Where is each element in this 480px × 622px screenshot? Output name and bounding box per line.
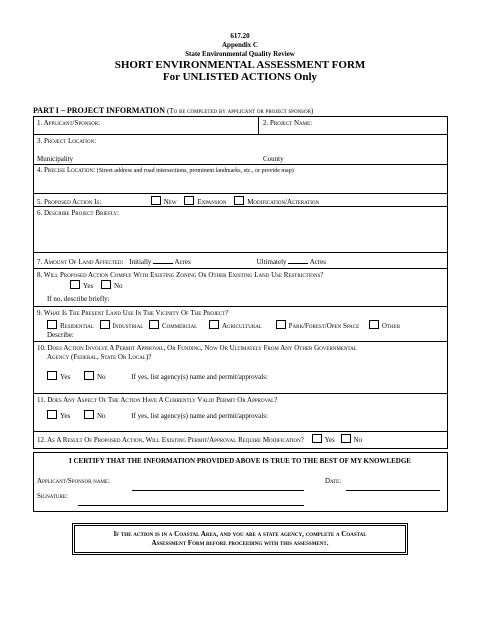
checkbox-commercial[interactable] [149,320,159,329]
option-agricultural[interactable] [209,320,262,331]
permit-modification-no-label: No [353,436,363,444]
permit-funding-if-yes-label: If yes, list agency(s) name and permit/approvals: [131,373,268,381]
permit-modification-yes-label: Yes [324,436,335,444]
permit-modification-no[interactable] [341,434,363,445]
checkbox-other[interactable] [369,320,379,329]
initially-label: Initially [129,258,152,266]
part1-heading [33,106,313,115]
if-no-describe-label: If no, describe briefly: [47,295,110,303]
checkbox-permit-funding-yes[interactable] [47,371,57,380]
checkbox-park-forest[interactable] [276,320,286,329]
zoning-yes[interactable] [70,280,93,291]
county-field[interactable] [263,146,443,155]
checkbox-permit-modification-no[interactable] [341,434,351,443]
valid-permit-label: 11. Does Any Aspect Of The Action Have A Currently Valid Permit Or Approval? [37,396,278,404]
applicant-name-label: Applicant/Sponsor name: [37,477,110,485]
divider [33,193,448,194]
divider [33,448,448,449]
option-modification-label: Modification/Alteration [247,198,320,206]
acres-label-1: Acres [174,258,191,266]
checkbox-valid-permit-yes[interactable] [47,410,57,419]
option-agricultural-label: Agricultural [222,322,262,330]
divider [33,268,448,269]
coastal-notice-line2: Assessment Form before proceeding with this assessment. [151,539,329,547]
project-name-field[interactable] [318,118,444,130]
review-label: State Environmental Quality Review [185,50,295,58]
permit-modification-label: 12. As A Result Of Proposed Action, Will Existing Permit/Approval Require Modification? [37,436,304,444]
checkbox-zoning-no[interactable] [101,280,111,289]
zoning-yes-label: Yes [83,282,94,290]
permit-funding-options [47,371,268,382]
option-modification[interactable] [234,196,319,207]
signature-label: Signature: [37,492,68,500]
checkbox-new[interactable] [151,196,161,205]
land-affected-row [37,256,326,267]
zoning-no-label: No [113,282,123,290]
applicant-sponsor-field[interactable] [96,118,254,130]
date-label: Date: [325,477,342,485]
checkbox-residential[interactable] [47,320,57,329]
option-park-forest-label: Park/Forest/Open Space [288,322,360,330]
valid-permit-no[interactable] [84,410,106,421]
option-industrial-label: Industrial [112,322,144,330]
permit-funding-yes[interactable] [47,371,70,382]
checkbox-expansion[interactable] [184,196,194,205]
land-affected-label: 7. Amount Of Land Affected: [37,258,124,266]
checkbox-agricultural[interactable] [209,320,219,329]
ultimately-label: Ultimately [256,258,287,266]
option-expansion[interactable] [184,196,226,207]
section-number: 617.20 [230,32,250,40]
precise-location-label: 4. Precise Location: [37,166,96,174]
divider [33,134,448,135]
describe-project-field[interactable] [37,219,445,251]
ultimately-acres-field[interactable] [288,256,308,264]
describe-project-label: 6. Describe Project Briefly: [37,209,119,217]
checkbox-zoning-yes[interactable] [70,280,80,289]
land-use-label: 9. What Is The Present Land Use In The Vicinity Of The Project? [37,309,229,317]
zoning-no[interactable] [101,280,123,291]
checkbox-modification[interactable] [234,196,244,205]
valid-permit-yes-label: Yes [60,412,71,420]
municipality-label: Municipality [37,155,74,163]
appendix-label: Appendix C [222,41,258,49]
part1-note: (To be completed by applicant or project sponsor) [167,107,314,115]
divider [33,252,448,253]
checkbox-valid-permit-no[interactable] [84,410,94,419]
divider [33,341,448,342]
land-use-options [47,320,400,331]
zoning-compliance-label: 8. Will Proposed Action Comply With Existing Zoning Or Other Existing Land Use Restrictions? [37,271,324,279]
divider [33,306,448,307]
option-residential-label: Residential [60,322,94,330]
permit-funding-yes-label: Yes [60,373,71,381]
valid-permit-if-yes-label: If yes, list agency(s) name and permit/approvals: [131,412,268,420]
option-other[interactable] [369,320,400,331]
precise-location-note: (Street address and road intersections, prominent landmarks, etc., or provide map) [96,168,294,174]
project-name-label: 2. Project Name: [263,119,313,127]
form-title: SHORT ENVIRONMENTAL ASSESSMENT FORM [114,59,366,71]
permit-funding-no-label: No [96,373,106,381]
valid-permit-options [47,410,268,421]
option-new[interactable] [151,196,177,207]
permit-funding-label-2: Agency (Federal, State Or Local)? [47,353,152,361]
divider [258,116,259,134]
option-commercial[interactable] [149,320,197,331]
initially-acres-field[interactable] [153,256,173,264]
permit-funding-no[interactable] [84,371,106,382]
applicant-sponsor-label: 1. Applicant/Sponsor: [37,119,101,127]
option-other-label: Other [381,322,401,330]
permit-modification-yes[interactable] [312,434,335,445]
permit-modification-row [37,434,362,445]
precise-location-row [37,166,294,176]
divider [33,164,448,165]
acres-label-2: Acres [309,258,327,266]
zoning-options [70,280,129,291]
municipality-field[interactable] [37,146,257,155]
signature-field[interactable] [78,499,304,506]
option-new-label: New [163,198,177,206]
proposed-action-label: 5. Proposed Action Is: [37,198,102,206]
form-subtitle: For UNLISTED ACTIONS Only [162,71,318,83]
valid-permit-no-label: No [96,412,106,420]
project-location-label: 3. Project Location: [37,137,97,145]
part1-title: PART I – PROJECT INFORMATION [33,106,166,115]
divider [33,393,448,394]
option-residential[interactable] [47,320,94,331]
county-label: County [263,155,284,163]
applicant-name-field[interactable] [132,484,304,491]
precise-location-field[interactable] [37,176,445,192]
land-use-describe-label: Describe: [47,331,74,339]
option-park-forest[interactable] [276,320,360,331]
proposed-action-row [37,196,325,207]
coastal-notice-line1: If the action is in a Coastal Area, and you are a state agency, complete a Coastal [113,530,367,538]
checkbox-permit-modification-yes[interactable] [312,434,322,443]
date-field[interactable] [346,484,440,491]
valid-permit-yes[interactable] [47,410,70,421]
checkbox-industrial[interactable] [100,320,110,329]
option-industrial[interactable] [100,320,144,331]
checkbox-permit-funding-no[interactable] [84,371,94,380]
option-commercial-label: Commercial [162,322,198,330]
permit-funding-label-1: 10. Does Action Involve A Permit Approval, Or Funding, Now Or Ultimately From Any Other Governmental [37,344,357,352]
option-expansion-label: Expansion [197,198,227,206]
divider [33,431,448,432]
certification-statement: I CERTIFY THAT THE INFORMATION PROVIDED ABOVE IS TRUE TO THE BEST OF MY KNOWLEDGE [69,457,411,465]
